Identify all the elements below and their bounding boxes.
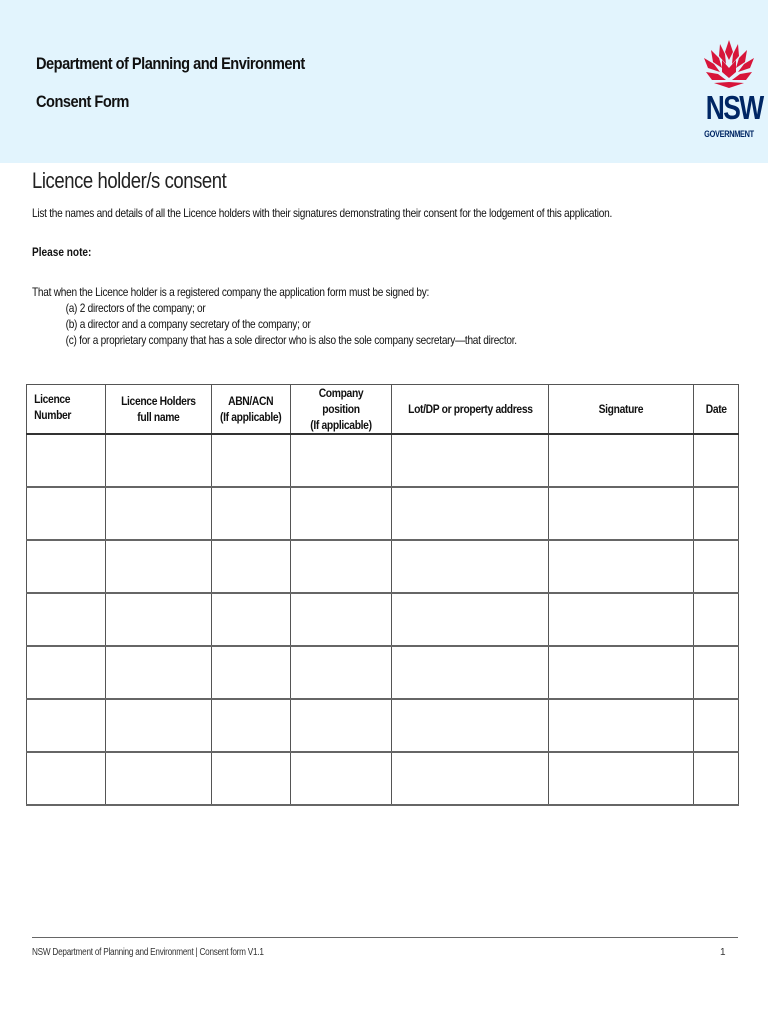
page-number: 1 (720, 947, 726, 958)
table-row (27, 699, 739, 752)
licence-number-cell[interactable] (27, 434, 106, 487)
signature-cell[interactable] (549, 593, 694, 646)
holder-name-cell[interactable] (106, 646, 212, 699)
company-position-cell[interactable] (291, 487, 392, 540)
note-item-b: (b) a director and a company secretary of the company; or (65, 317, 311, 331)
signature-cell[interactable] (549, 699, 694, 752)
property-address-cell[interactable] (392, 699, 549, 752)
abn-acn-cell[interactable] (212, 699, 291, 752)
logo-wordmark: NSW (705, 89, 763, 126)
col-header-licence-number: Licence Number (27, 385, 106, 435)
date-cell[interactable] (694, 540, 739, 593)
nsw-government-logo (700, 38, 763, 144)
holder-name-cell[interactable] (106, 593, 212, 646)
col-header-property-address: Lot/DP or property address (392, 385, 549, 435)
company-position-cell[interactable] (291, 434, 392, 487)
note-item-c: (c) for a proprietary company that has a sole director who is also the sole company secretary—that director. (65, 333, 517, 347)
licence-number-cell[interactable] (27, 593, 106, 646)
logo-subtitle: GOVERNMENT (704, 129, 754, 139)
note-body (32, 284, 517, 348)
property-address-cell[interactable] (392, 487, 549, 540)
licence-number-cell[interactable] (27, 540, 106, 593)
licence-number-cell[interactable] (27, 646, 106, 699)
note-item-a: (a) 2 directors of the company; or (65, 301, 206, 315)
col-header-holder-name: Licence Holders full name (106, 385, 212, 435)
date-cell[interactable] (694, 646, 739, 699)
header-band (0, 0, 768, 163)
footer-text: NSW Department of Planning and Environment | Consent form V1.1 (32, 947, 264, 958)
abn-acn-cell[interactable] (212, 434, 291, 487)
date-cell[interactable] (694, 434, 739, 487)
company-position-cell[interactable] (291, 646, 392, 699)
date-cell[interactable] (694, 699, 739, 752)
abn-acn-cell[interactable] (212, 646, 291, 699)
company-position-cell[interactable] (291, 540, 392, 593)
licence-number-cell[interactable] (27, 487, 106, 540)
col-header-date: Date (694, 385, 739, 435)
holder-name-cell[interactable] (106, 487, 212, 540)
footer-divider (32, 937, 738, 938)
signature-cell[interactable] (549, 540, 694, 593)
table-header-row (27, 385, 739, 435)
note-label: Please note: (32, 245, 92, 259)
abn-acn-cell[interactable] (212, 752, 291, 805)
col-header-signature: Signature (549, 385, 694, 435)
abn-acn-cell[interactable] (212, 540, 291, 593)
signature-cell[interactable] (549, 487, 694, 540)
signature-cell[interactable] (549, 646, 694, 699)
waratah-icon (700, 38, 758, 90)
intro-text: List the names and details of all the Licence holders with their signatures demonstrating their consent for the lodgement of this application. (32, 206, 613, 220)
property-address-cell[interactable] (392, 540, 549, 593)
holder-name-cell[interactable] (106, 434, 212, 487)
table-row (27, 487, 739, 540)
note-list (32, 300, 517, 348)
licence-number-cell[interactable] (27, 752, 106, 805)
holder-name-cell[interactable] (106, 699, 212, 752)
property-address-cell[interactable] (392, 646, 549, 699)
signature-cell[interactable] (549, 434, 694, 487)
holder-name-cell[interactable] (106, 540, 212, 593)
company-position-cell[interactable] (291, 752, 392, 805)
table-row (27, 593, 739, 646)
signature-cell[interactable] (549, 752, 694, 805)
table-row (27, 540, 739, 593)
date-cell[interactable] (694, 487, 739, 540)
col-header-company-position: Company position (If applicable) (291, 385, 392, 435)
property-address-cell[interactable] (392, 434, 549, 487)
note-lead: That when the Licence holder is a registered company the application form must be signed by: (32, 285, 430, 299)
company-position-cell[interactable] (291, 593, 392, 646)
abn-acn-cell[interactable] (212, 487, 291, 540)
col-header-abn-acn: ABN/ACN (If applicable) (212, 385, 291, 435)
company-position-cell[interactable] (291, 699, 392, 752)
date-cell[interactable] (694, 593, 739, 646)
table-row (27, 434, 739, 487)
table-row (27, 646, 739, 699)
department-name: Department of Planning and Environment (36, 54, 305, 73)
property-address-cell[interactable] (392, 593, 549, 646)
holder-name-cell[interactable] (106, 752, 212, 805)
consent-table (26, 384, 739, 806)
date-cell[interactable] (694, 752, 739, 805)
abn-acn-cell[interactable] (212, 593, 291, 646)
section-title: Licence holder/s consent (32, 168, 227, 193)
form-title: Consent Form (36, 92, 129, 111)
property-address-cell[interactable] (392, 752, 549, 805)
licence-number-cell[interactable] (27, 699, 106, 752)
table-row (27, 752, 739, 805)
